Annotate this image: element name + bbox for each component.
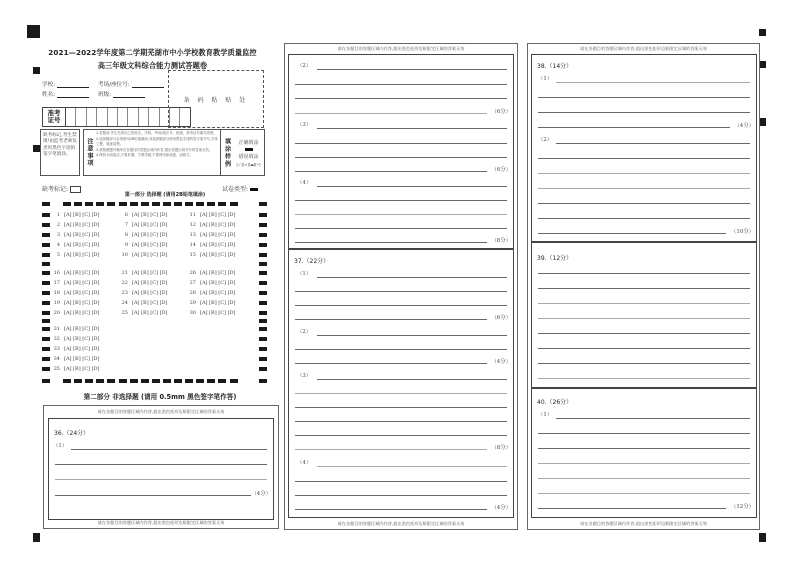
timing-mark bbox=[130, 202, 138, 206]
answer-line[interactable] bbox=[538, 127, 730, 128]
timing-mark bbox=[230, 202, 238, 206]
position-mark bbox=[27, 25, 40, 38]
answer-line[interactable] bbox=[317, 379, 507, 380]
answer-line[interactable] bbox=[538, 188, 750, 189]
timing-mark bbox=[119, 202, 127, 206]
answer-box-36-cont[interactable] bbox=[288, 54, 514, 249]
choice-row[interactable]: 16 [A] [B] [C] [D] bbox=[53, 270, 100, 276]
q40-sub1-label: （1） bbox=[538, 412, 553, 418]
answer-line[interactable] bbox=[295, 228, 507, 229]
answer-line[interactable] bbox=[538, 288, 750, 289]
answer-line[interactable] bbox=[55, 495, 251, 496]
timing-mark bbox=[85, 379, 93, 383]
barcode-area: 条 码 粘 贴 处 bbox=[168, 70, 264, 128]
answer-line[interactable] bbox=[538, 348, 750, 349]
answer-panel-col3 bbox=[527, 43, 760, 530]
name-field[interactable] bbox=[42, 90, 89, 98]
choice-row[interactable]: 31 [A] [B] [C] [D] bbox=[53, 326, 100, 332]
q37-title: 37.（22分） bbox=[294, 258, 330, 265]
timing-mark bbox=[163, 202, 171, 206]
answer-line[interactable] bbox=[538, 203, 750, 204]
answer-line[interactable] bbox=[317, 466, 507, 467]
exam-room-label: 考场/座位号: bbox=[98, 82, 130, 88]
correct-fill-sample bbox=[245, 148, 253, 151]
position-mark bbox=[759, 61, 766, 68]
absent-note-text: 缺考标记,考生禁填!由监考老师负责用黑色字迹的签字笔填涂。 bbox=[43, 133, 78, 158]
choice-row[interactable]: 22 [A] [B] [C] [D] bbox=[121, 280, 168, 286]
part1-title: 第一部分 选择题 (请用2B铅笔填涂) bbox=[124, 192, 206, 198]
answer-line[interactable] bbox=[538, 318, 750, 319]
exam-room-field[interactable] bbox=[98, 80, 164, 88]
timing-mark bbox=[85, 202, 93, 206]
timing-mark bbox=[96, 379, 104, 383]
choice-row[interactable]: 35 [A] [B] [C] [D] bbox=[53, 366, 100, 372]
timing-mark bbox=[259, 327, 267, 331]
choice-row[interactable]: 14 [A] [B] [C] [D] bbox=[189, 242, 236, 248]
timing-mark bbox=[259, 223, 267, 227]
answer-line[interactable] bbox=[295, 171, 487, 172]
choice-row[interactable]: 33 [A] [B] [C] [D] bbox=[53, 346, 100, 352]
choice-row[interactable]: 11 [A] [B] [C] [D] bbox=[189, 212, 236, 218]
answer-box-39[interactable] bbox=[531, 242, 757, 388]
choice-row[interactable]: 12 [A] [B] [C] [D] bbox=[189, 222, 236, 228]
timing-mark bbox=[74, 202, 82, 206]
answer-line[interactable] bbox=[295, 113, 487, 114]
q36-sub2-label: （2） bbox=[297, 63, 312, 69]
answer-line[interactable] bbox=[295, 242, 487, 243]
paper-type-label: 试卷类型: bbox=[222, 186, 249, 193]
answer-line[interactable] bbox=[538, 508, 726, 509]
answer-panel-col2 bbox=[284, 43, 518, 530]
choice-row[interactable]: 6 [A] [B] [C] [D] bbox=[124, 212, 168, 218]
timing-mark bbox=[63, 379, 71, 383]
timing-mark bbox=[174, 202, 182, 206]
choice-row[interactable]: 2 [A] [B] [C] [D] bbox=[56, 222, 100, 228]
class-field[interactable] bbox=[98, 90, 145, 98]
warning-bottom: 请在各题目的答题区域内作答,超出黑色矩形边框限定区域的答案无效 bbox=[97, 520, 225, 525]
answer-line[interactable] bbox=[71, 449, 267, 450]
answer-line[interactable] bbox=[317, 186, 507, 187]
q38-sub1-label: （1） bbox=[538, 76, 553, 82]
timing-mark bbox=[259, 271, 267, 275]
answer-line[interactable] bbox=[295, 157, 507, 158]
answer-line[interactable] bbox=[538, 218, 750, 219]
answer-line[interactable] bbox=[55, 464, 267, 465]
choice-row[interactable]: 32 [A] [B] [C] [D] bbox=[53, 336, 100, 342]
answer-line[interactable] bbox=[295, 393, 507, 394]
timing-mark bbox=[119, 379, 127, 383]
q36-sub1-label: （1） bbox=[53, 443, 68, 449]
warning-top: 请在各题目的答题区域内作答,超出黑色矩形边框限定区域的答案无效 bbox=[337, 46, 465, 51]
choice-row[interactable]: 27 [A] [B] [C] [D] bbox=[189, 280, 236, 286]
choice-row[interactable]: 15 [A] [B] [C] [D] bbox=[189, 252, 236, 258]
paper-type-mark bbox=[250, 188, 258, 191]
timing-mark bbox=[174, 379, 182, 383]
choice-row[interactable]: 21 [A] [B] [C] [D] bbox=[121, 270, 168, 276]
choice-row[interactable]: 18 [A] [B] [C] [D] bbox=[53, 290, 100, 296]
timing-mark bbox=[218, 379, 226, 383]
answer-panel-col1 bbox=[43, 405, 279, 529]
timing-mark bbox=[207, 202, 215, 206]
timing-mark bbox=[230, 379, 238, 383]
answer-line[interactable] bbox=[556, 82, 750, 83]
absent-mark-label: 缺考标记: bbox=[42, 186, 69, 193]
timing-mark bbox=[259, 262, 267, 266]
absent-note-box bbox=[40, 129, 80, 176]
answer-line[interactable] bbox=[295, 305, 507, 306]
choice-row[interactable]: 3 [A] [B] [C] [D] bbox=[56, 232, 100, 238]
answer-line[interactable] bbox=[295, 481, 507, 482]
q37-sub4-score: （4分） bbox=[491, 505, 511, 511]
q38-title: 38.（14分） bbox=[537, 63, 573, 70]
choice-row[interactable]: 19 [A] [B] [C] [D] bbox=[53, 300, 100, 306]
timing-mark bbox=[63, 202, 71, 206]
answer-line[interactable] bbox=[556, 418, 750, 419]
correct-fill-label: 正确填涂 bbox=[238, 139, 259, 146]
answer-line[interactable] bbox=[538, 363, 750, 364]
q38-sub2-label: （2） bbox=[538, 137, 553, 143]
choice-row[interactable]: 8 [A] [B] [C] [D] bbox=[124, 232, 168, 238]
choice-row[interactable]: 1 [A] [B] [C] [D] bbox=[56, 212, 100, 218]
answer-line[interactable] bbox=[538, 273, 750, 274]
answer-line[interactable] bbox=[295, 200, 507, 201]
q40-sub1-score: （12分） bbox=[730, 504, 754, 510]
timing-mark bbox=[259, 357, 267, 361]
answer-line[interactable] bbox=[317, 335, 507, 336]
q39-title: 39.（12分） bbox=[537, 255, 573, 262]
timing-mark bbox=[259, 347, 267, 351]
timing-mark bbox=[107, 202, 115, 206]
answer-line[interactable] bbox=[295, 407, 507, 408]
answer-line[interactable] bbox=[295, 449, 487, 450]
answer-line[interactable] bbox=[538, 112, 750, 113]
absent-mark[interactable] bbox=[42, 184, 81, 193]
timing-mark bbox=[163, 379, 171, 383]
admission-number-label: 准考 证号 bbox=[43, 108, 66, 126]
timing-mark bbox=[196, 202, 204, 206]
timing-mark bbox=[42, 379, 50, 383]
choice-row[interactable]: 28 [A] [B] [C] [D] bbox=[189, 290, 236, 296]
choice-row[interactable]: 23 [A] [B] [C] [D] bbox=[121, 290, 168, 296]
q36-sub3-label: （3） bbox=[297, 122, 312, 128]
warning-bottom: 请在各题目的答题区域内作答,超出黑色矩形边框限定区域的答案无效 bbox=[337, 521, 465, 526]
answer-box-40[interactable] bbox=[531, 388, 757, 518]
choice-row[interactable]: 29 [A] [B] [C] [D] bbox=[189, 300, 236, 306]
q37-sub2-score: （4分） bbox=[491, 359, 511, 365]
q36-sub2-score: （6分） bbox=[491, 109, 511, 115]
part2-title: 第二部分 非选择题 (请用 0.5mm 黑色签字笔作答) bbox=[83, 393, 237, 401]
choice-row[interactable]: 26 [A] [B] [C] [D] bbox=[189, 270, 236, 276]
q36-sub4-label: （4） bbox=[297, 180, 312, 186]
notice-item: 3.请按照题号顺序在各题目的答题区域内作答,超出答题区域书写的答案无效。 bbox=[96, 147, 213, 152]
answer-line[interactable] bbox=[538, 433, 750, 434]
choice-row[interactable]: 17 [A] [B] [C] [D] bbox=[53, 280, 100, 286]
answer-line[interactable] bbox=[317, 128, 507, 129]
q37-sub1-score: （6分） bbox=[491, 315, 511, 321]
timing-mark bbox=[42, 319, 50, 323]
timing-mark bbox=[185, 379, 193, 383]
q37-sub3-score: （8分） bbox=[491, 445, 511, 451]
fill-example-header: 填涂样例 bbox=[223, 137, 231, 168]
timing-mark bbox=[74, 379, 82, 383]
answer-line[interactable] bbox=[538, 493, 750, 494]
timing-mark bbox=[107, 379, 115, 383]
answer-line[interactable] bbox=[295, 143, 507, 144]
timing-mark bbox=[42, 202, 50, 206]
timing-mark bbox=[259, 367, 267, 371]
timing-mark bbox=[196, 379, 204, 383]
class-label: 班级: bbox=[98, 92, 112, 98]
q37-sub4-label: （4） bbox=[297, 460, 312, 466]
timing-mark bbox=[141, 202, 149, 206]
choice-row[interactable]: 5 [A] [B] [C] [D] bbox=[56, 252, 100, 258]
answer-line[interactable] bbox=[556, 143, 750, 144]
answer-line[interactable] bbox=[295, 98, 507, 99]
timing-mark bbox=[259, 202, 267, 206]
timing-mark bbox=[259, 243, 267, 247]
answer-line[interactable] bbox=[295, 509, 487, 510]
choice-row[interactable]: 30 [A] [B] [C] [D] bbox=[189, 310, 236, 316]
timing-mark bbox=[141, 379, 149, 383]
answer-line[interactable] bbox=[295, 84, 507, 85]
timing-mark bbox=[259, 233, 267, 237]
answer-line[interactable] bbox=[317, 277, 507, 278]
choice-row[interactable]: 24 [A] [B] [C] [D] bbox=[121, 300, 168, 306]
warning-top: 请在各题目的答题区域内作答,超出黑色矩形边框限定区域的答案无效 bbox=[580, 46, 707, 51]
q36-sub1-score: （4分） bbox=[251, 491, 271, 497]
timing-mark bbox=[259, 379, 267, 383]
answer-line[interactable] bbox=[538, 303, 750, 304]
answer-line[interactable] bbox=[295, 291, 507, 292]
answer-line[interactable] bbox=[295, 214, 507, 215]
timing-mark bbox=[259, 253, 267, 257]
name-label: 姓名: bbox=[42, 92, 56, 98]
answer-line[interactable] bbox=[538, 463, 750, 464]
timing-mark bbox=[42, 262, 50, 266]
q37-sub3-label: （3） bbox=[297, 373, 312, 379]
answer-line[interactable] bbox=[55, 479, 267, 480]
choice-row[interactable]: 10 [A] [B] [C] [D] bbox=[121, 252, 168, 258]
timing-mark bbox=[218, 202, 226, 206]
position-mark bbox=[759, 533, 766, 542]
answer-box-38[interactable] bbox=[531, 54, 757, 242]
timing-mark bbox=[96, 202, 104, 206]
answer-line[interactable] bbox=[538, 333, 750, 334]
answer-line[interactable] bbox=[538, 158, 750, 159]
wrong-fill-sample: [✓][×][▬][•] bbox=[236, 161, 261, 167]
answer-line[interactable] bbox=[295, 363, 487, 364]
answer-line[interactable] bbox=[538, 478, 750, 479]
notice-box bbox=[83, 129, 265, 176]
answer-box-36[interactable] bbox=[48, 418, 274, 520]
exam-title-line2: 高三年级文科综合能力测试答题卷 bbox=[97, 61, 208, 70]
q38-sub1-score: （4分） bbox=[734, 123, 754, 129]
q40-title: 40.（26分） bbox=[537, 399, 573, 406]
choice-row[interactable]: 4 [A] [B] [C] [D] bbox=[56, 242, 100, 248]
q38-sub2-score: （10分） bbox=[730, 229, 754, 235]
timing-mark bbox=[259, 281, 267, 285]
choice-row[interactable]: 34 [A] [B] [C] [D] bbox=[53, 356, 100, 362]
answer-line[interactable] bbox=[295, 435, 507, 436]
answer-line[interactable] bbox=[538, 233, 726, 234]
answer-line[interactable] bbox=[295, 349, 507, 350]
timing-mark bbox=[152, 379, 160, 383]
school-field[interactable] bbox=[42, 80, 89, 88]
q36-title: 36.（24分） bbox=[54, 430, 90, 437]
choice-row[interactable]: 25 [A] [B] [C] [D] bbox=[121, 310, 168, 316]
position-mark bbox=[759, 29, 766, 36]
timing-mark bbox=[259, 301, 267, 305]
answer-line[interactable] bbox=[538, 173, 750, 174]
timing-mark bbox=[259, 319, 267, 323]
notice-item: 2.选择题部分必须使用2B铅笔填涂;非选择题部分使用黑色字迹的签字笔书写,字体工整、笔迹清楚。 bbox=[96, 136, 218, 147]
warning-bottom: 请在各题目的答题区域内作答,超出黑色矩形边框限定区域的答案无效 bbox=[580, 521, 707, 526]
choice-row[interactable]: 9 [A] [B] [C] [D] bbox=[124, 242, 168, 248]
timing-mark bbox=[259, 311, 267, 315]
position-mark bbox=[33, 67, 40, 74]
q37-sub1-label: （1） bbox=[297, 271, 312, 277]
position-mark bbox=[759, 118, 766, 126]
timing-mark bbox=[207, 379, 215, 383]
choice-row[interactable]: 20 [A] [B] [C] [D] bbox=[53, 310, 100, 316]
absent-mark-checkbox[interactable] bbox=[70, 186, 81, 193]
answer-line[interactable] bbox=[538, 448, 750, 449]
answer-line[interactable] bbox=[317, 69, 507, 70]
school-label: 学校: bbox=[42, 82, 56, 88]
timing-mark bbox=[259, 337, 267, 341]
warning-top: 请在各题目的答题区域内作答,超出黑色矩形边框限定区域的答案无效 bbox=[97, 409, 225, 414]
choice-row[interactable]: 7 [A] [B] [C] [D] bbox=[124, 222, 168, 228]
q36-sub3-score: （6分） bbox=[491, 167, 511, 173]
answer-line[interactable] bbox=[295, 421, 507, 422]
notice-header: 注意事项 bbox=[86, 138, 93, 167]
answer-line[interactable] bbox=[538, 378, 750, 379]
timing-mark bbox=[152, 202, 160, 206]
answer-line[interactable] bbox=[295, 495, 507, 496]
timing-mark bbox=[185, 202, 193, 206]
position-mark bbox=[33, 145, 40, 152]
answer-line[interactable] bbox=[538, 97, 750, 98]
notice-item: 4.保持卡面清洁,不要折叠、不要弄破,不准使用涂改液、刮纸刀。 bbox=[96, 153, 193, 158]
exam-title-line1: 2021—2022学年度第二学期芜湖市中小学校教育教学质量监控 bbox=[48, 48, 257, 57]
position-mark bbox=[33, 533, 40, 542]
choice-row[interactable]: 13 [A] [B] [C] [D] bbox=[189, 232, 236, 238]
answer-box-37[interactable] bbox=[288, 249, 514, 518]
answer-line[interactable] bbox=[295, 319, 487, 320]
timing-mark bbox=[130, 379, 138, 383]
timing-mark bbox=[259, 213, 267, 217]
q36-sub4-score: （8分） bbox=[491, 238, 511, 244]
timing-mark bbox=[259, 291, 267, 295]
notice-item: 1.答题前,考生先将自己的姓名、学校、考场/座位号、班级、准考证号填写清楚。 bbox=[96, 131, 217, 135]
wrong-fill-label: 错误填涂 bbox=[238, 153, 259, 160]
q37-sub2-label: （2） bbox=[297, 329, 312, 335]
